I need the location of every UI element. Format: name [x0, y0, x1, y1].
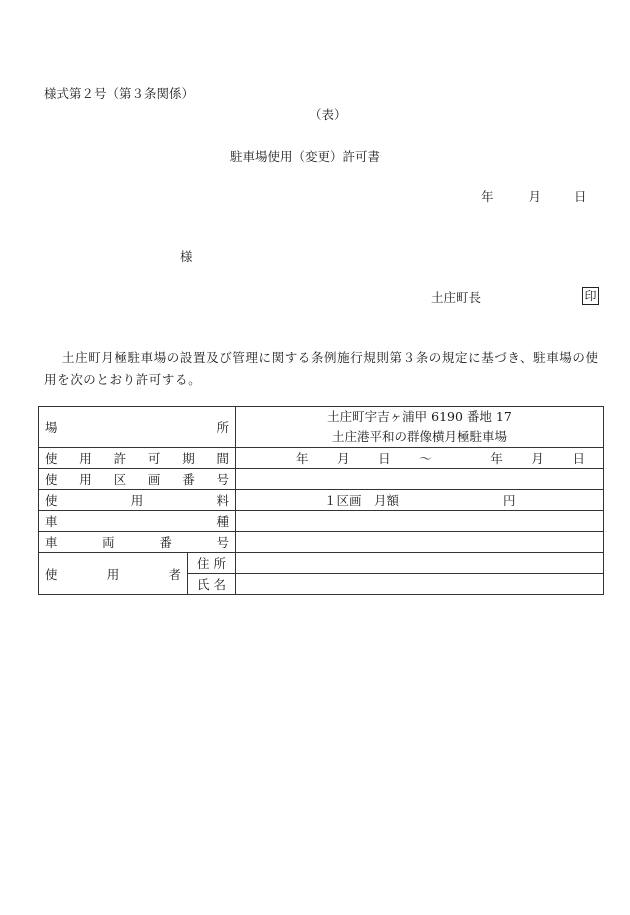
label-char: 期: [182, 451, 195, 466]
vehicle-type-label: [39, 511, 236, 532]
table-row-period: [39, 448, 604, 469]
front-side-label: （表）: [309, 107, 347, 122]
user-name-value[interactable]: [236, 574, 604, 595]
from-year: 年: [296, 451, 309, 466]
label-char: 所: [216, 420, 229, 435]
period-value[interactable]: [236, 448, 604, 469]
label-char: 用: [79, 451, 92, 466]
vehicle-type-value[interactable]: [236, 511, 604, 532]
addressee-suffix: 様: [180, 249, 193, 264]
fee-yen: 円: [503, 493, 516, 508]
label-char: 使: [45, 566, 58, 582]
label-char: 用: [106, 566, 120, 582]
user-label: [39, 553, 188, 595]
form-number-label: 様式第２号（第３条関係）: [44, 86, 195, 101]
issuer-name: 土庄町長: [431, 290, 482, 305]
label-char: 用: [130, 493, 144, 508]
permit-details-table: [38, 406, 604, 595]
label-char: 許: [113, 451, 127, 466]
label-char: 料: [216, 493, 229, 508]
label-char: 使: [45, 472, 58, 487]
from-day: 日: [378, 451, 391, 466]
table-row-lot-number: [39, 469, 604, 490]
location-address: 土庄町宇吉ヶ浦甲 6190 番地 17: [327, 409, 512, 424]
seal-mark: 印: [582, 287, 599, 305]
label-char: 者: [168, 566, 181, 582]
table-row-fee: [39, 490, 604, 511]
permit-statement: 土庄町月極駐車場の設置及び管理に関する条例施行規則第３条の規定に基づき、駐車場の使用を次のとおり許可する。: [44, 350, 599, 387]
label-char: 可: [147, 451, 161, 466]
to-day: 日: [572, 451, 585, 466]
fee-value[interactable]: [236, 490, 604, 511]
vehicle-number-label: [39, 532, 236, 553]
label-char: 場: [45, 420, 58, 435]
table-row-location: [39, 407, 604, 448]
month-label: 月: [528, 189, 542, 204]
label-char: 車: [45, 514, 58, 529]
issue-date: [481, 187, 587, 205]
user-address-value[interactable]: [236, 553, 604, 574]
table-row-vehicle-type: [39, 511, 604, 532]
label-char: 号: [216, 535, 229, 550]
label-char: 用: [79, 472, 92, 487]
location-value: [236, 407, 604, 448]
label-char: 車: [45, 535, 58, 550]
location-lot-name: 土庄港平和の群像横月極駐車場: [331, 429, 507, 444]
lot-number-label: [39, 469, 236, 490]
table-row-user-address: [39, 553, 604, 574]
location-label: [39, 407, 236, 448]
fee-unit: １区画 月額: [324, 493, 400, 508]
label-char: 使: [45, 493, 58, 508]
to-year: 年: [490, 451, 503, 466]
label-char: 画: [147, 472, 161, 487]
day-label: 日: [574, 189, 587, 204]
tilde: 〜: [419, 451, 432, 466]
document-title: 駐車場使用（変更）許可書: [230, 149, 381, 164]
year-label: 年: [481, 189, 494, 204]
label-char: 区: [113, 472, 127, 487]
label-char: 間: [216, 451, 229, 466]
period-label: [39, 448, 236, 469]
user-address-label: 住 所: [188, 553, 236, 574]
vehicle-number-value[interactable]: [236, 532, 604, 553]
label-char: 種: [216, 514, 229, 529]
label-char: 両: [102, 535, 115, 550]
label-char: 番: [182, 472, 195, 487]
user-name-label: 氏 名: [188, 574, 236, 595]
from-month: 月: [337, 451, 350, 466]
fee-label: [39, 490, 236, 511]
table-row-vehicle-number: [39, 532, 604, 553]
label-char: 使: [45, 451, 58, 466]
lot-number-value[interactable]: [236, 469, 604, 490]
to-month: 月: [531, 451, 544, 466]
label-char: 号: [216, 472, 229, 487]
label-char: 番: [159, 535, 172, 550]
